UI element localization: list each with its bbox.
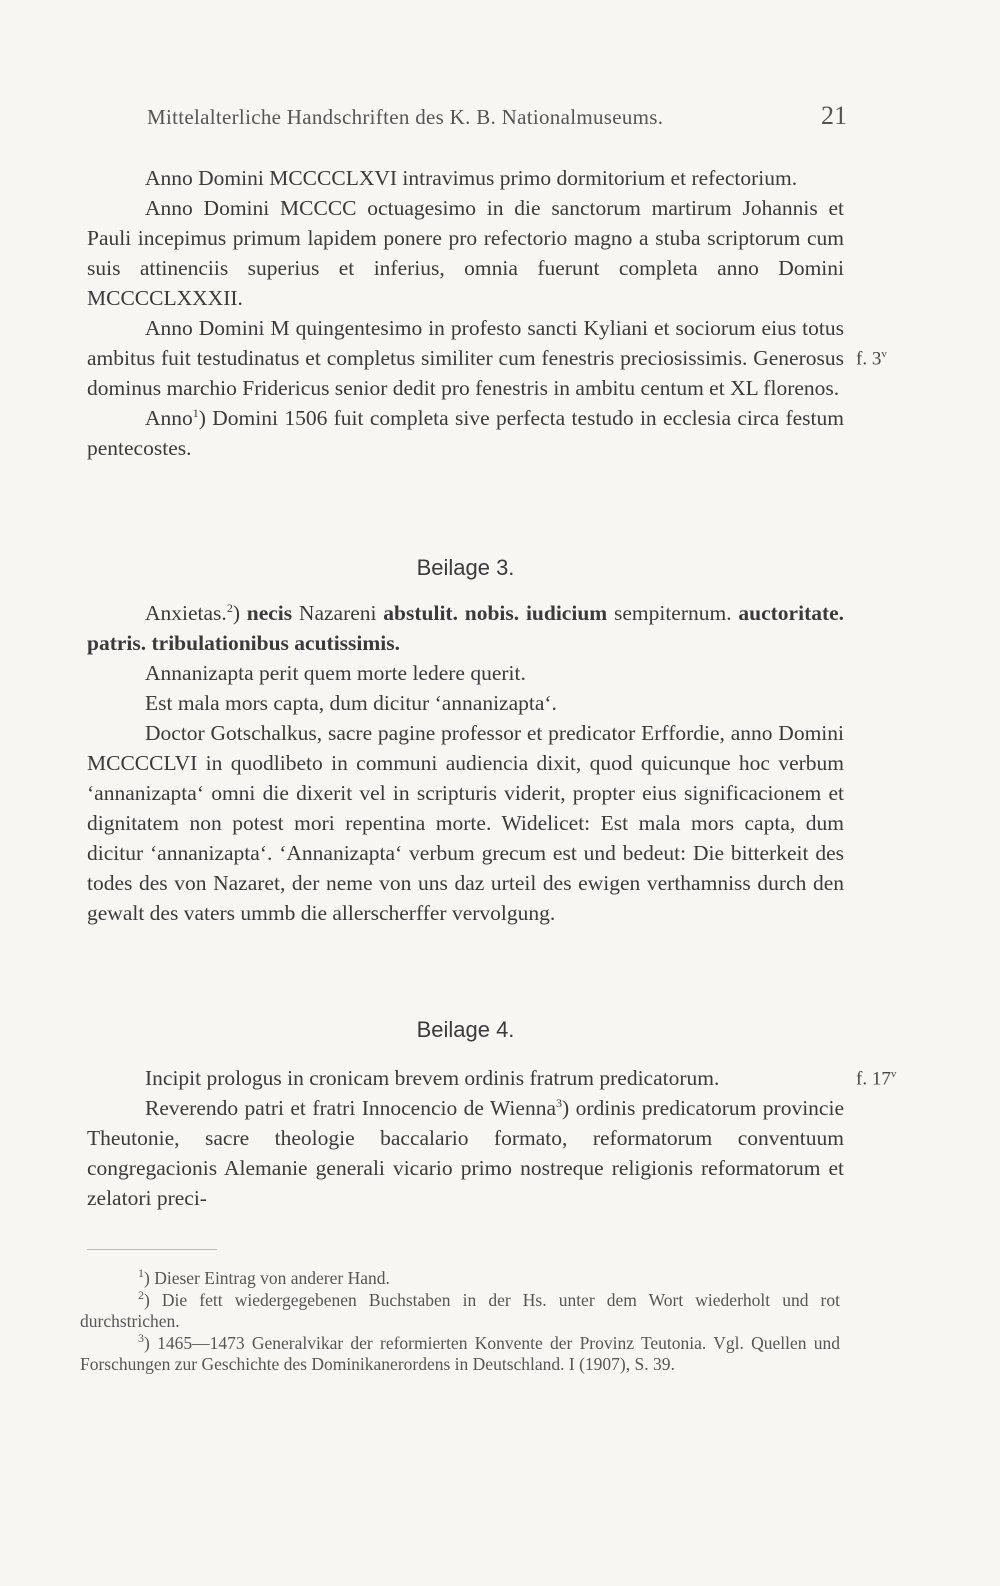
footnote-text: Die fett wiedergegebenen Buchstaben in der Hs. unter dem Wort wiederholt und rot durchstrichen. xyxy=(80,1289,840,1331)
paragraph: Reverendo patri et fratri Innocencio de Wienna$^3$) ordinis predicatorum provincie Theutonie, sacre theologie baccalario formato, reformatorum conventuum congregacionis Alemanie generali vicario primo nostreque religionis reformatorum et zelatori preci- xyxy=(87,1095,844,1210)
text-run: sempiternum. xyxy=(613,601,732,625)
footnote-ref: 1 xyxy=(192,405,199,420)
footnote-ref: 2 xyxy=(226,600,233,615)
section-heading: Beilage 3. xyxy=(416,555,515,580)
section-beilage-3 xyxy=(87,598,844,928)
bold-word: acutissimis. xyxy=(294,631,401,655)
text-run: Domini 1506 fuit completa sive perfecta testudo in ecclesia circa festum pentecostes. xyxy=(87,406,844,460)
footnote-text: 1465—1473 Generalvikar der reformierten Konvente der Provinz Teutonia. Vgl. Quellen und Forschungen zur Geschichte des Dominikanerordens in Deutschland. I (1907), S. 39. xyxy=(80,1332,840,1374)
footnote: $^3$) 1465—1473 Generalvikar der reformierten Konvente der Provinz Teutonia. Vgl. Quellen und Forschungen zur Geschichte des Dominikanerordens in Deutschland. I (1907), S. 39. xyxy=(80,1330,840,1374)
bold-word: iudicium xyxy=(525,601,608,625)
footnote-ref: 3 xyxy=(556,1095,562,1110)
page-number: 21 xyxy=(821,101,847,130)
text-run: Reverendo patri et fratri Innocencio de Wienna xyxy=(145,1096,556,1120)
bold-word: necis xyxy=(246,601,293,625)
bold-word: auctoritate. xyxy=(738,601,845,625)
bold-word: tribulationibus xyxy=(151,631,289,655)
paragraph: Annanizapta perit quem morte ledere querit. xyxy=(145,661,526,685)
paragraph: Anxietas.$^2$) necis Nazareni abstulit. nobis. iudicium sempiternum. auctoritate. patris. tribulationibus acutissimis. xyxy=(87,600,845,655)
paragraph: Incipit prologus in cronicam brevem ordinis fratrum predicatorum. xyxy=(145,1066,720,1090)
text-run: Anno xyxy=(145,406,193,430)
text-run: Anxietas. xyxy=(145,601,227,625)
paragraph: Anno Domini MCCCCLXVI intravimus primo dormitorium et refectorium. xyxy=(145,166,798,190)
footnote-number: 3 xyxy=(138,1330,144,1345)
bold-word: abstulit. xyxy=(383,601,458,625)
bold-word: nobis. xyxy=(464,601,520,625)
footnote-number: 1 xyxy=(138,1266,144,1281)
footnote-text: Dieser Eintrag von anderer Hand. xyxy=(154,1268,390,1288)
margin-folio-note xyxy=(856,1068,896,1090)
folio-sup: v xyxy=(890,1068,897,1080)
section-chronicle xyxy=(87,163,844,463)
folio-label: f. 3 xyxy=(856,348,882,370)
running-header xyxy=(147,101,847,135)
folio-label: f. 17 xyxy=(856,1068,891,1090)
paragraph: Anno Domini MCCCC octuagesimo in die sanctorum martirum Johannis et Pauli incepimus primum lapidem ponere pro refectorio magno a stuba scriptorum cum suis attinenciis superius et inferius, omnia fuerunt completa anno Domini MCCCCLXXXII. xyxy=(87,196,844,310)
paragraph: Anno$^1$) Domini 1506 fuit completa sive perfecta testudo in ecclesia circa festum pentecostes. xyxy=(87,405,844,460)
text-run: Nazareni xyxy=(298,601,377,625)
paragraph: Doctor Gotschalkus, sacre pagine professor et predicator Erffordie, anno Domini MCCCCLVI in quodlibeto in communi audiencia dixit, quod quicunque hoc verbum ‘annanizapta‘ omni die dixerit vel in scripturis viderit, propter eius significacionem et dignitatem non potest mori repentina morte. Widelicet: Est mala mors capta, dum dicitur ‘annanizapta‘. ‘Annanizapta‘ verbum grecum est und bedeut: Die bitterkeit des todes des von Nazaret, der neme von uns daz urteil des ewigen verthamniss durch den gewalt des vaters ummb die allerscherffer vervolgung. xyxy=(87,721,844,925)
footnote-number: 2 xyxy=(138,1287,144,1302)
section-heading: Beilage 4. xyxy=(416,1017,515,1042)
text-run: ordinis predicatorum provincie Theutonie, sacre theologie baccalario formato, reformatorum conventuum congregacionis Alemanie generali vicario primo nostreque religionis reformatorum et zelatori preci- xyxy=(87,1096,844,1210)
paragraph: Est mala mors capta, dum dicitur ‘annanizapta‘. xyxy=(145,691,557,715)
footnote-divider xyxy=(87,1249,217,1250)
bold-word: patris. xyxy=(87,631,147,655)
paragraph: Anno Domini M quingentesimo in profesto sancti Kyliani et sociorum eius totus ambitus fuit testudinatus et completus similiter cum fenestris preciosissimis. Generosus dominus marchio Fridericus senior dedit pro fenestris in ambitu centum et XL florenos. xyxy=(87,316,844,400)
footnotes xyxy=(80,1268,840,1376)
margin-folio-note xyxy=(856,348,887,370)
footnote: $^1$) Dieser Eintrag von anderer Hand. xyxy=(138,1266,390,1288)
section-beilage-4 xyxy=(87,1063,844,1213)
header-title: Mittelalterliche Handschriften des K. B. Nationalmuseums. xyxy=(147,105,664,129)
footnote: $^2$) Die fett wiedergegebenen Buchstaben in der Hs. unter dem Wort wiederholt und rot durchstrichen. xyxy=(80,1287,840,1331)
folio-sup: v xyxy=(881,348,887,360)
